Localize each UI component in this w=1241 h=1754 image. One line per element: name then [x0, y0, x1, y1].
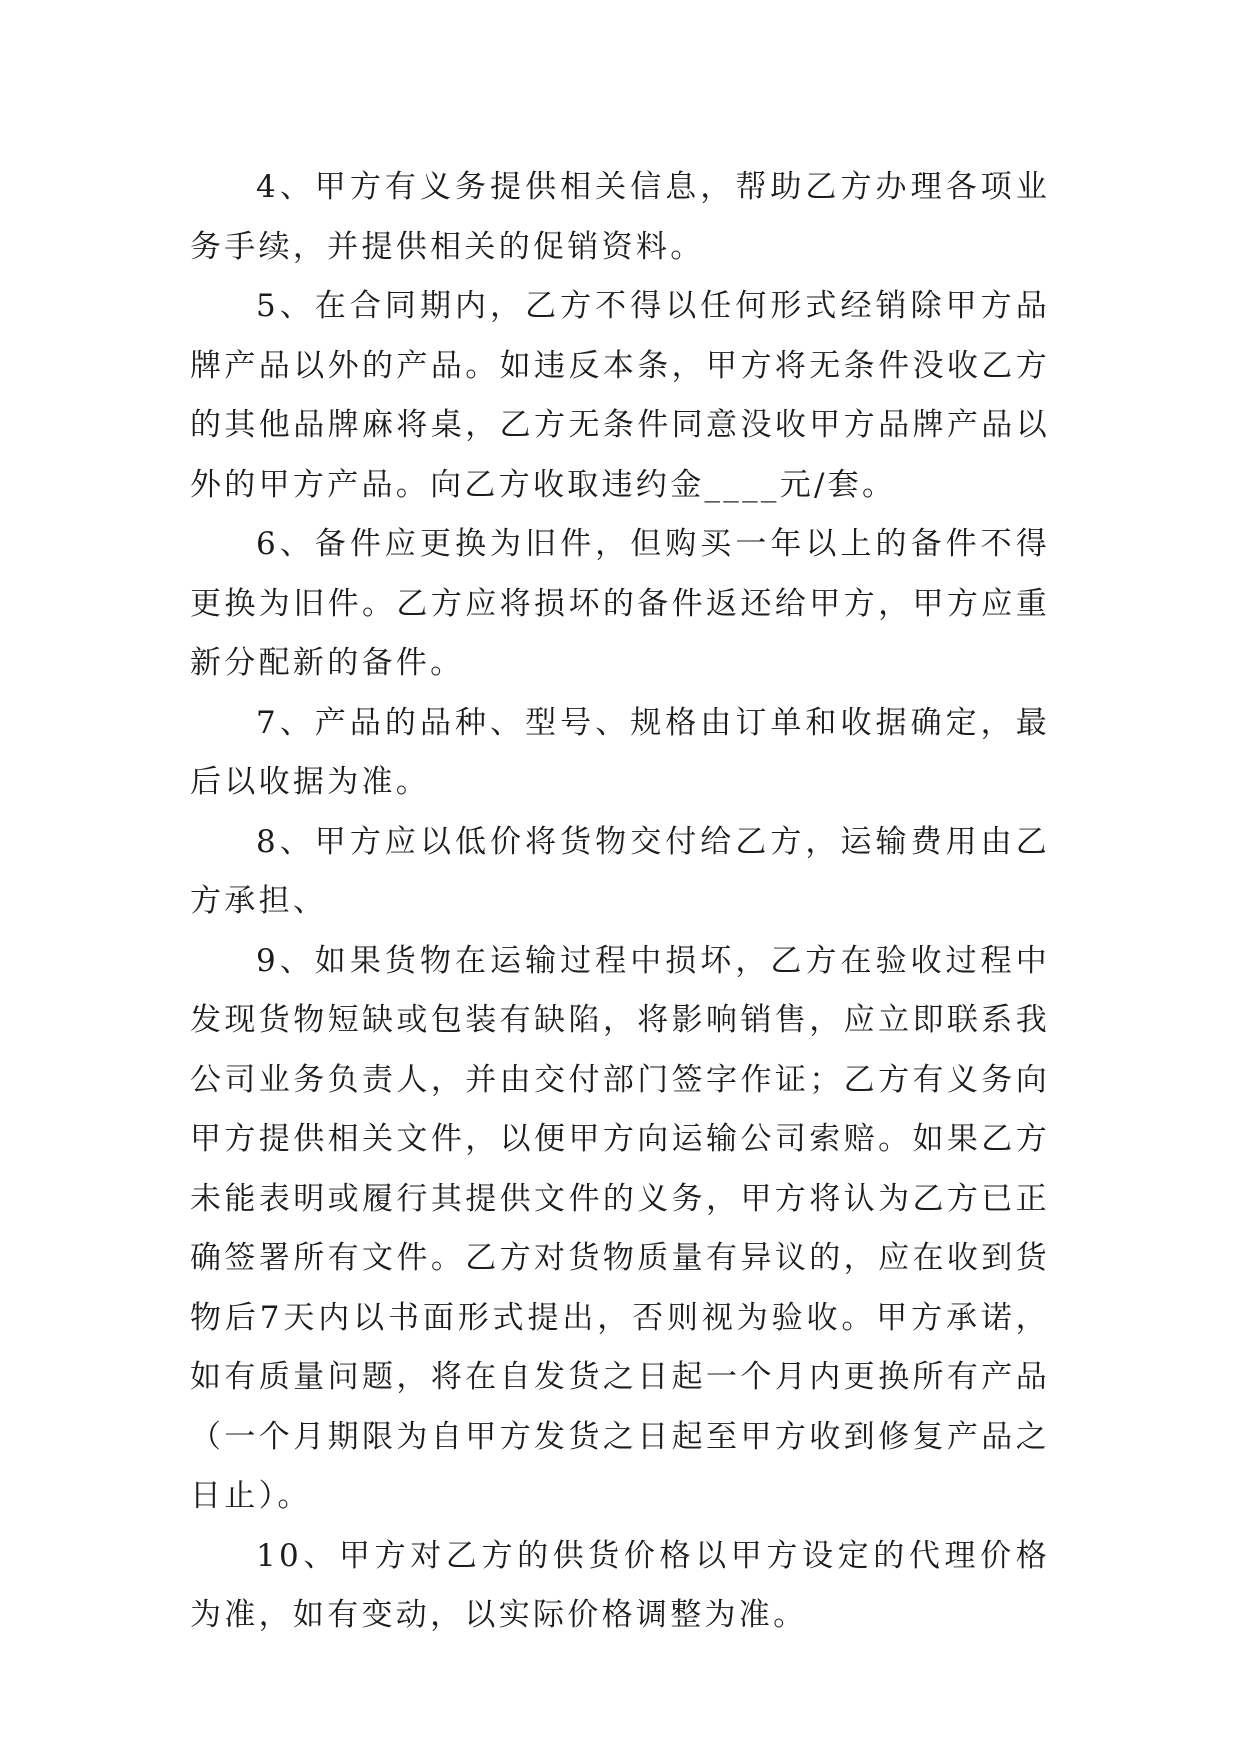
clause-5: 5、在合同期内，乙方不得以任何形式经销除甲方品牌产品以外的产品。如违反本条，甲方将无条件没收乙方的其他品牌麻将桌，乙方无条件同意没收甲方品牌产品以外的甲方产品。向乙方收取违约金____元/套。	[190, 288, 1050, 503]
clause-7: 7、产品的品种、型号、规格由订单和收据确定，最后以收据为准。	[190, 704, 1050, 800]
clause-4: 4、甲方有义务提供相关信息，帮助乙方办理各项业务手续，并提供相关的促销资料。	[190, 169, 1050, 265]
document-body	[190, 158, 1050, 1646]
clause-8: 8、甲方应以低价将货物交付给乙方，运输费用由乙方承担、	[190, 823, 1050, 919]
clause-10: 10、甲方对乙方的供货价格以甲方设定的代理价格为准，如有变动，以实际价格调整为准。	[190, 1537, 1050, 1633]
clause-6: 6、备件应更换为旧件，但购买一年以上的备件不得更换为旧件。乙方应将损坏的备件返还给甲方，甲方应重新分配新的备件。	[190, 526, 1050, 681]
clause-9: 9、如果货物在运输过程中损坏，乙方在验收过程中发现货物短缺或包装有缺陷，将影响销售，应立即联系我公司业务负责人，并由交付部门签字作证；乙方有义务向甲方提供相关文件，以便甲方向运输公司索赔。如果乙方未能表明或履行其提供文件的义务，甲方将认为乙方已正确签署所有文件。乙方对货物质量有异议的，应在收到货物后7天内以书面形式提出，否则视为验收。甲方承诺，如有质量问题，将在自发货之日起一个月内更换所有产品（一个月期限为自甲方发货之日起至甲方收到修复产品之日止）。	[190, 942, 1050, 1514]
